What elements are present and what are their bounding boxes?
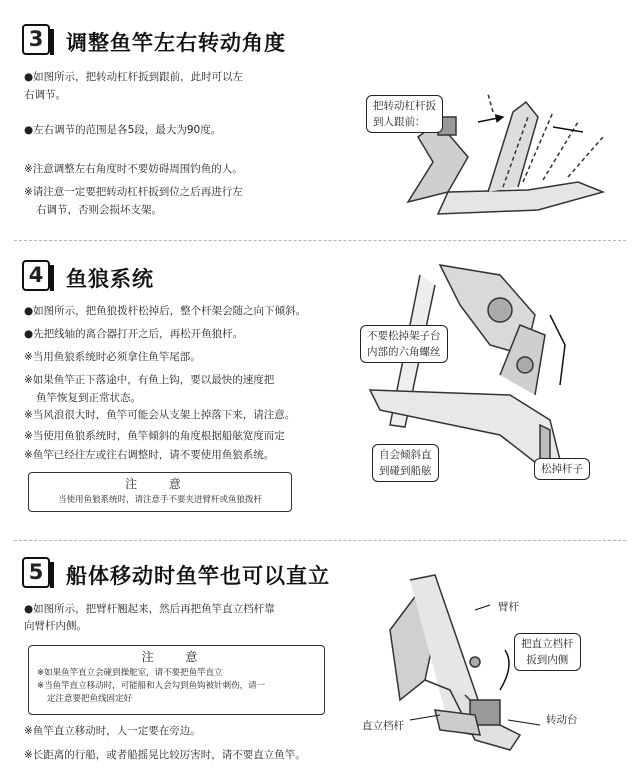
section-4-callout-hex-screw xyxy=(360,325,448,363)
section-5-tail-line-2: ※长距离的行船，或者船摇晃比较厉害时，请不要直立鱼竿。 xyxy=(24,749,306,761)
section-5-label-stopper: 直立档杆 xyxy=(362,720,404,732)
section-4-title: 鱼狼系统 xyxy=(66,267,154,291)
section-4-line-5: 鱼竿恢复到正常状态。 xyxy=(36,392,141,404)
section-4-callout-tilt-line-1: 自会倾斜直 xyxy=(379,449,432,461)
section-3-callout-line-1: 把转动杠杆扳 xyxy=(373,100,436,112)
section-5-line-1: ●如图所示，把臂杆翘起来，然后再把鱼竿直立档杆靠 xyxy=(24,603,275,615)
section-4-caution-title: 注 意 xyxy=(125,477,195,491)
section-4-line-7: ※当使用鱼狼系统时，鱼竿倾斜的角度根据船舷宽度而定 xyxy=(24,430,285,442)
section-3-callout-line-2: 到人跟前： xyxy=(373,116,426,128)
section-4-line-6: ※当风浪很大时，鱼竿可能会从支架上掉落下来，请注意。 xyxy=(24,409,296,421)
section-3-number: 3 xyxy=(22,24,50,55)
section-5-line-2: 向臂杆内侧。 xyxy=(24,620,87,632)
section-3-line-6: 右调节，否则会损坏支架。 xyxy=(36,204,162,216)
section-4-callout-hex-screw-line-2: 内部的六角螺丝 xyxy=(367,346,441,358)
divider-2 xyxy=(14,540,626,541)
section-3-line-2: 右调节。 xyxy=(24,89,66,101)
section-5-callout-stopper-inside xyxy=(514,633,581,671)
section-3-title: 调整鱼竿左右转动角度 xyxy=(66,31,286,55)
section-4-caution-box xyxy=(28,472,292,512)
section-5-callout-line-2: 扳到内侧 xyxy=(526,654,569,666)
section-5-tail-line-1: ※鱼竿直立移动时，人一定要在旁边。 xyxy=(24,725,201,737)
section-5-number: 5 xyxy=(22,557,50,588)
section-3-line-4: ※注意调整左右角度时不要妨碍周围钓鱼的人。 xyxy=(24,163,243,175)
section-4-line-8: ※鱼竿已经往左或往右调整时，请不要使用鱼狼系统。 xyxy=(24,449,275,461)
section-4-line-1: ●如图所示，把鱼狼拨杆松掉后，整个杆架会随之向下倾斜。 xyxy=(24,305,307,317)
section-5-caution-line-3: 定注意要把鱼线固定好 xyxy=(47,694,133,704)
section-4-callout-tilt-line-2: 到碰到船舷 xyxy=(379,465,432,477)
section-5-label-arm: 臂杆 xyxy=(498,601,519,613)
section-5-caution-title: 注 意 xyxy=(141,650,212,664)
section-4-line-3: ※当用鱼狼系统时必须拿住鱼竿尾部。 xyxy=(24,351,201,363)
section-5-label-turntable: 转动台 xyxy=(546,714,578,726)
section-4-line-2: ●先把线轴的离合器打开之后，再松开鱼狼杆。 xyxy=(24,328,244,340)
section-4-number: 4 xyxy=(22,260,50,291)
section-4-callout-hex-screw-line-1: 不要松掉架子台 xyxy=(367,330,441,342)
section-4-line-4: ※如果鱼竿正下落途中，有鱼上钩，要以最快的速度把 xyxy=(24,374,275,386)
section-5-callout-line-1: 把直立档杆 xyxy=(521,638,574,650)
section-3-line-1: ●如图所示，把转动杠杆扳到跟前，此时可以左 xyxy=(24,71,244,83)
section-4-callout-release-rod: 松掉杆子 xyxy=(534,458,590,480)
section-5-caution-box xyxy=(28,645,325,715)
section-5-caution-line-1: ※如果鱼竿直立会碰到操舵室，请不要把鱼竿直立 xyxy=(37,668,223,678)
section-3-line-5: ※请注意一定要把转动杠杆扳到位之后再进行左 xyxy=(24,186,243,198)
divider-1 xyxy=(14,240,626,241)
section-4-callout-tilt xyxy=(372,444,439,482)
section-3-line-3: ●左右调节的范围是各5段，最大为90度。 xyxy=(24,124,222,136)
section-5-title: 船体移动时鱼竿也可以直立 xyxy=(66,564,330,588)
section-3-callout xyxy=(366,95,443,133)
section-5-caution-line-2: ※当鱼竿直立移动时，可能船和人会勾到鱼钩被针刺伤，请一 xyxy=(37,681,266,691)
section-4-caution-text: 当使用鱼狼系统时，请注意手不要夹进臂杆或鱼狼拨杆 xyxy=(57,495,262,505)
